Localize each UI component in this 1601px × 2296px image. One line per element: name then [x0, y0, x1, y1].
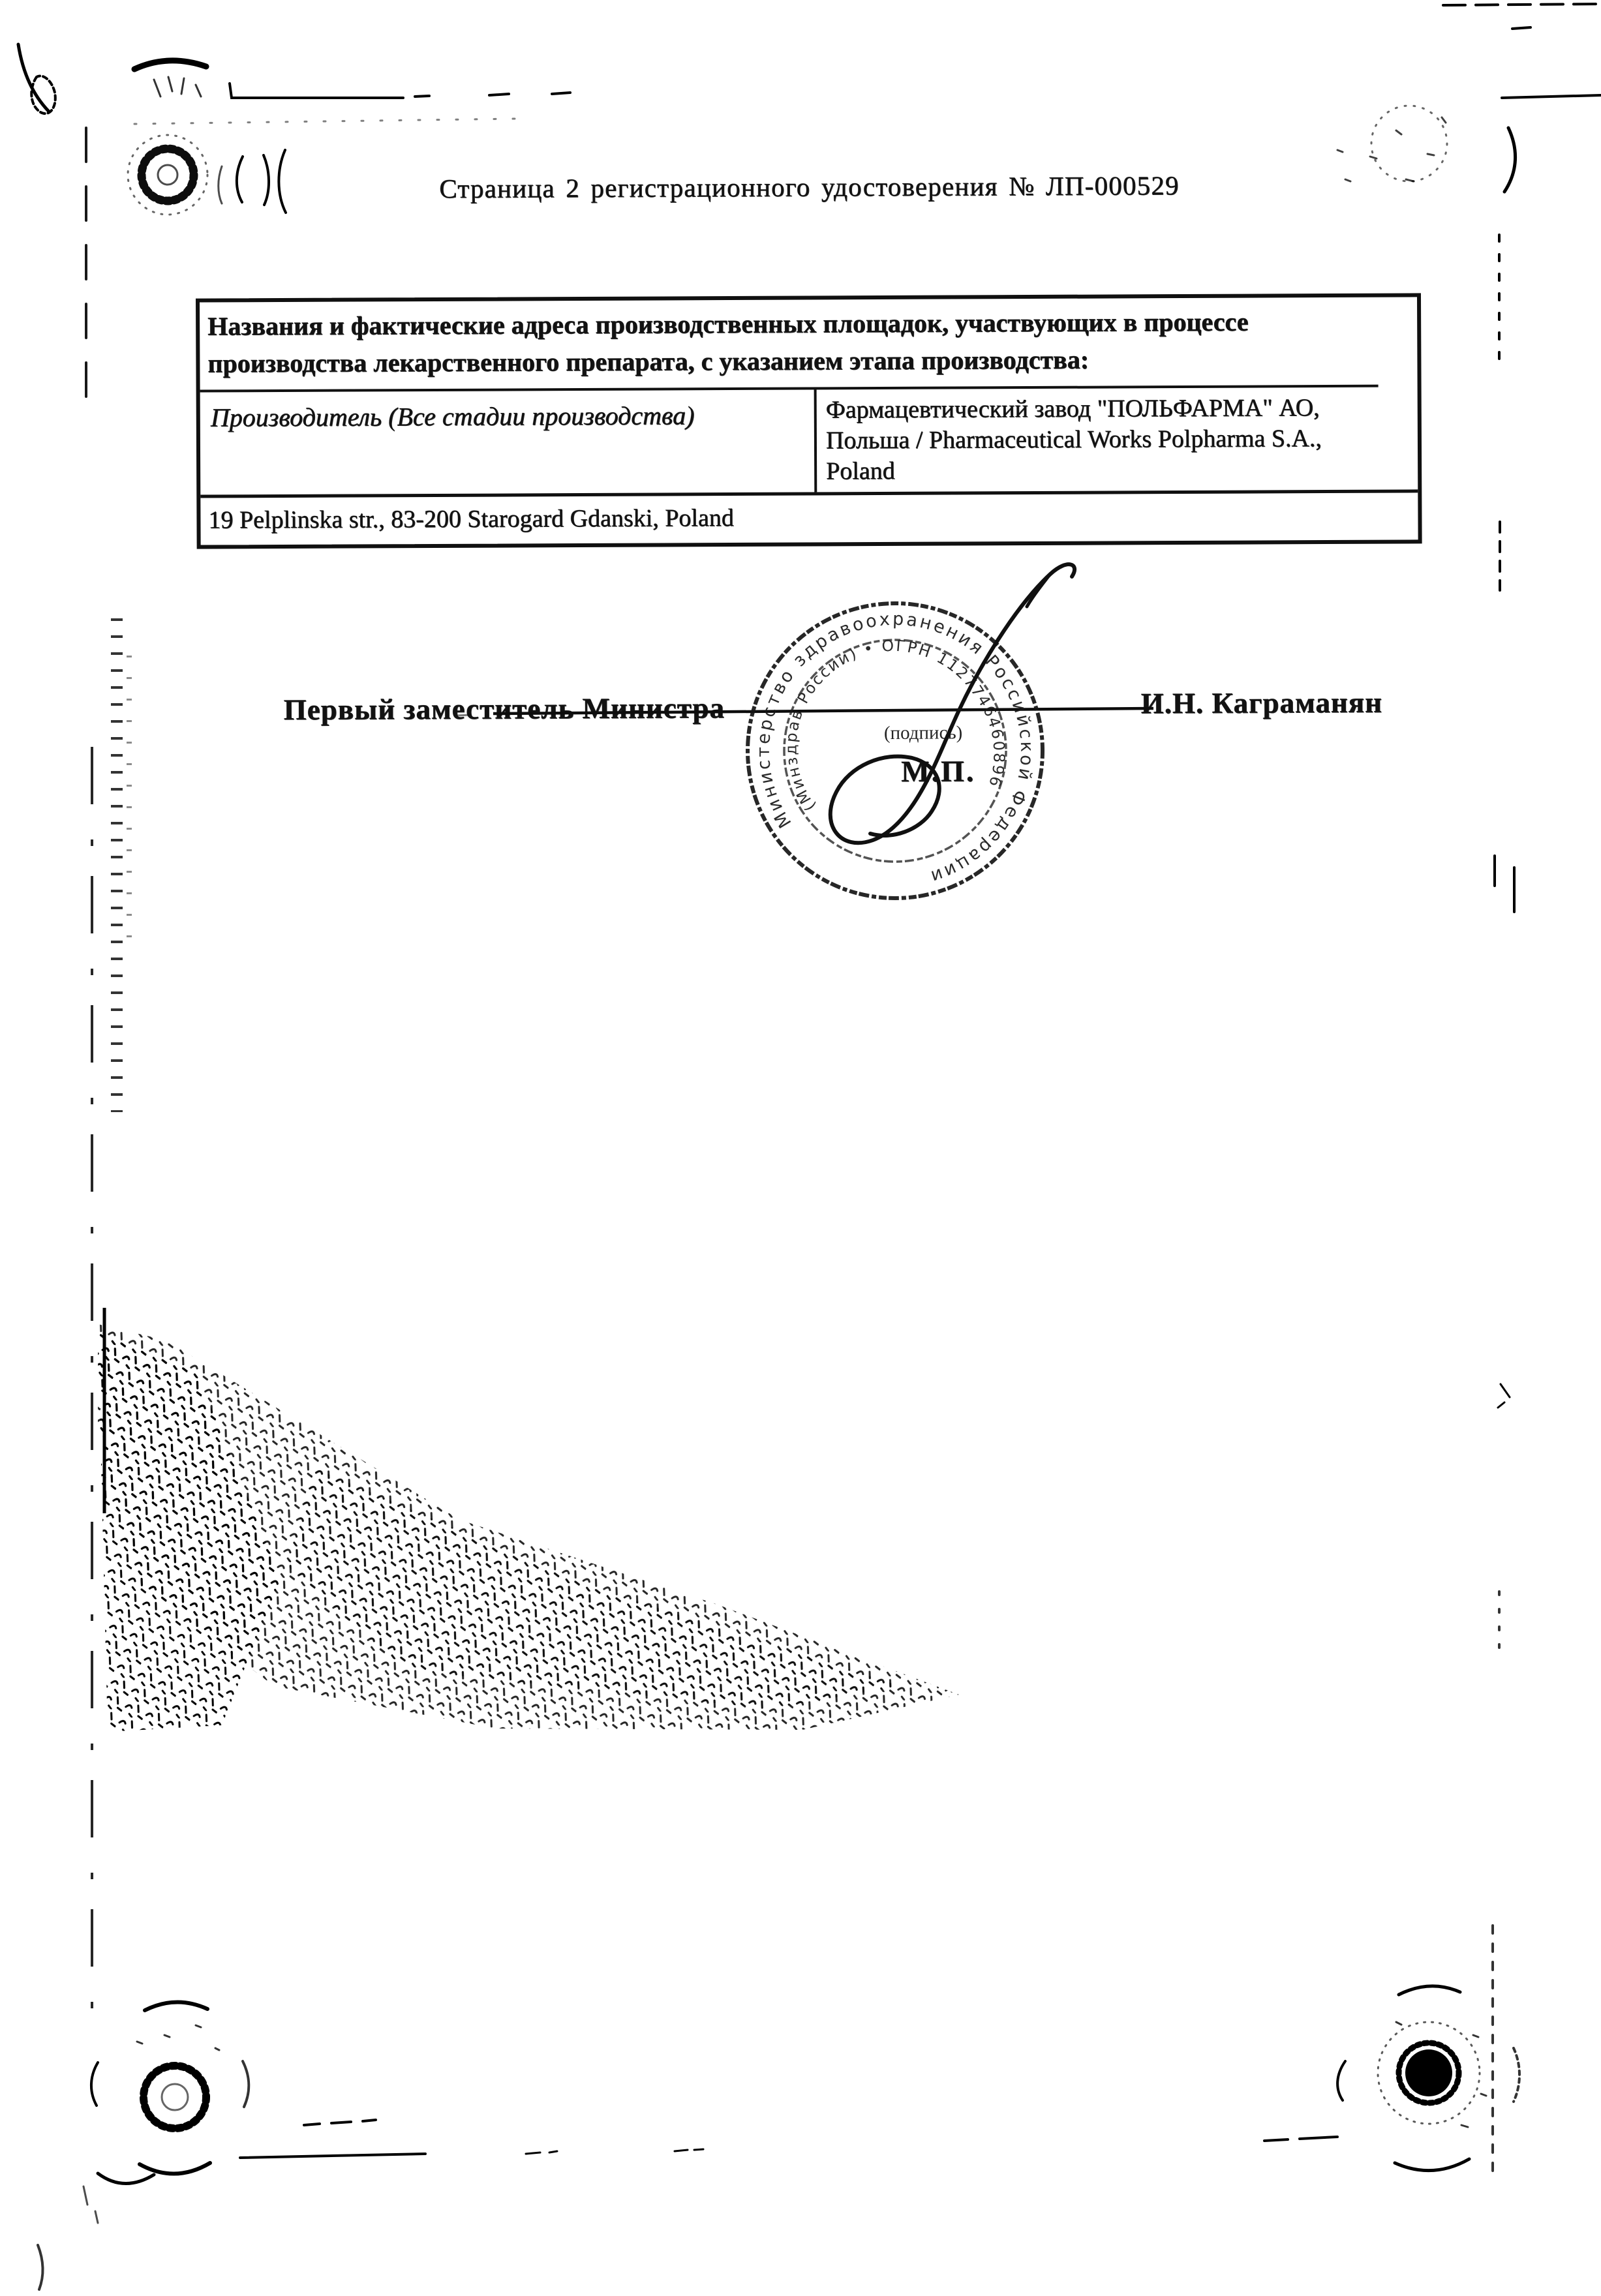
producer-role-cell: Производитель (Все стадии производства) — [200, 389, 817, 494]
signature-line-caption: (подпись) — [883, 722, 963, 744]
table-row — [200, 387, 1418, 498]
production-sites-table — [196, 293, 1422, 549]
signer-name: И.Н. Каграманян — [1140, 686, 1383, 720]
seal-inner-ring-text: (Минздрав России) • ОГРН 1127746460896 — [782, 636, 1009, 815]
signature-position-title: Первый заместитель Министра — [283, 691, 725, 727]
manufacturer-address-cell: 19 Pelplinska str., 83-200 Starogard Gdanski, Poland — [208, 504, 734, 534]
table-header-cell: Названия и фактические адреса производственных площадок, участвующих в процессе производства лекарственного препарата, с указанием этапа производства: — [200, 297, 1379, 393]
manufacturer-cell: Фармацевтический завод "ПОЛЬФАРМА" АО, Польша / Pharmaceutical Works Polpharma S.A., Poland — [825, 394, 1322, 485]
page-header: Страница 2 регистрационного удостоверения № ЛП-000529 — [439, 170, 1180, 204]
seal-place-mark: М.П. — [901, 754, 976, 788]
seal-outer-ring-text: Министерство здравоохранения Российской Федерации — [753, 609, 1037, 888]
